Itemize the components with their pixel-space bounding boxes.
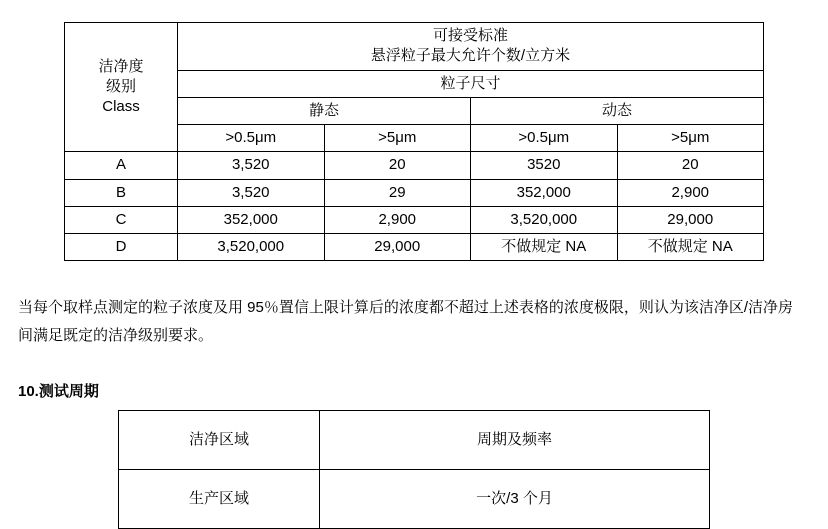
- test-period-header-frequency: 周期及频率: [320, 411, 710, 470]
- class-header-line3: Class: [102, 98, 140, 116]
- row-static-5um-value: 2,900: [324, 206, 471, 233]
- row-class-value: A: [65, 152, 178, 179]
- row-dynamic-05um-value: 352,000: [471, 179, 618, 206]
- class-header-cell: [65, 23, 178, 152]
- cleanliness-standard-table-container: [64, 22, 764, 261]
- table-row: [119, 470, 710, 529]
- subheader-dynamic-05um: >0.5μm: [471, 125, 618, 152]
- row-dynamic-5um-value: 20: [617, 152, 764, 179]
- cleanliness-standard-table: [64, 22, 764, 261]
- table-row: [65, 179, 764, 206]
- acceptance-criteria-line2: 悬浮粒子最大允许个数/立方米: [370, 47, 571, 65]
- test-period-row-area: 生产区域: [119, 470, 320, 529]
- row-dynamic-05um-value: 3520: [471, 152, 618, 179]
- test-period-header-area: 洁净区域: [119, 411, 320, 470]
- test-period-table-container: [118, 410, 710, 529]
- test-period-table: [118, 410, 710, 529]
- test-period-row-frequency: 一次/3 个月: [320, 470, 710, 529]
- row-class-value: B: [65, 179, 178, 206]
- row-dynamic-5um-value: 不做规定 NA: [617, 234, 764, 261]
- row-dynamic-5um-value: 2,900: [617, 179, 764, 206]
- row-dynamic-05um-value: 不做规定 NA: [471, 234, 618, 261]
- state-header-dynamic: 动态: [471, 97, 764, 124]
- row-dynamic-05um-value: 3,520,000: [471, 206, 618, 233]
- acceptance-criteria-header: [178, 23, 764, 71]
- subheader-dynamic-5um: >5μm: [617, 125, 764, 152]
- table-row: [65, 23, 764, 71]
- acceptance-criteria-line1: 可接受标准: [432, 27, 508, 44]
- subheader-static-5um: >5μm: [324, 125, 471, 152]
- row-static-05um-value: 3,520: [178, 179, 325, 206]
- row-static-05um-value: 352,000: [178, 206, 325, 233]
- section-heading: 10.测试周期: [18, 383, 99, 400]
- body-paragraph: 当每个取样点测定的粒子浓度及用 95％置信上限计算后的浓度都不超过上述表格的浓度极限，则认为该洁净区/洁净房间满足既定的洁净级别要求。: [18, 299, 794, 344]
- row-static-5um-value: 29,000: [324, 234, 471, 261]
- row-static-05um-value: 3,520,000: [178, 234, 325, 261]
- class-header-line1: 洁净度: [98, 57, 144, 75]
- class-header-line2: 级别: [105, 78, 136, 95]
- table-row: [65, 234, 764, 261]
- row-static-05um-value: 3,520: [178, 152, 325, 179]
- table-row: [65, 206, 764, 233]
- subheader-static-05um: >0.5μm: [178, 125, 325, 152]
- state-header-static: 静态: [178, 97, 471, 124]
- particle-size-header: 粒子尺寸: [178, 70, 764, 97]
- row-class-value: C: [65, 206, 178, 233]
- row-static-5um-value: 20: [324, 152, 471, 179]
- table-row: [65, 152, 764, 179]
- row-dynamic-5um-value: 29,000: [617, 206, 764, 233]
- row-class-value: D: [65, 234, 178, 261]
- row-static-5um-value: 29: [324, 179, 471, 206]
- table-row: [119, 411, 710, 470]
